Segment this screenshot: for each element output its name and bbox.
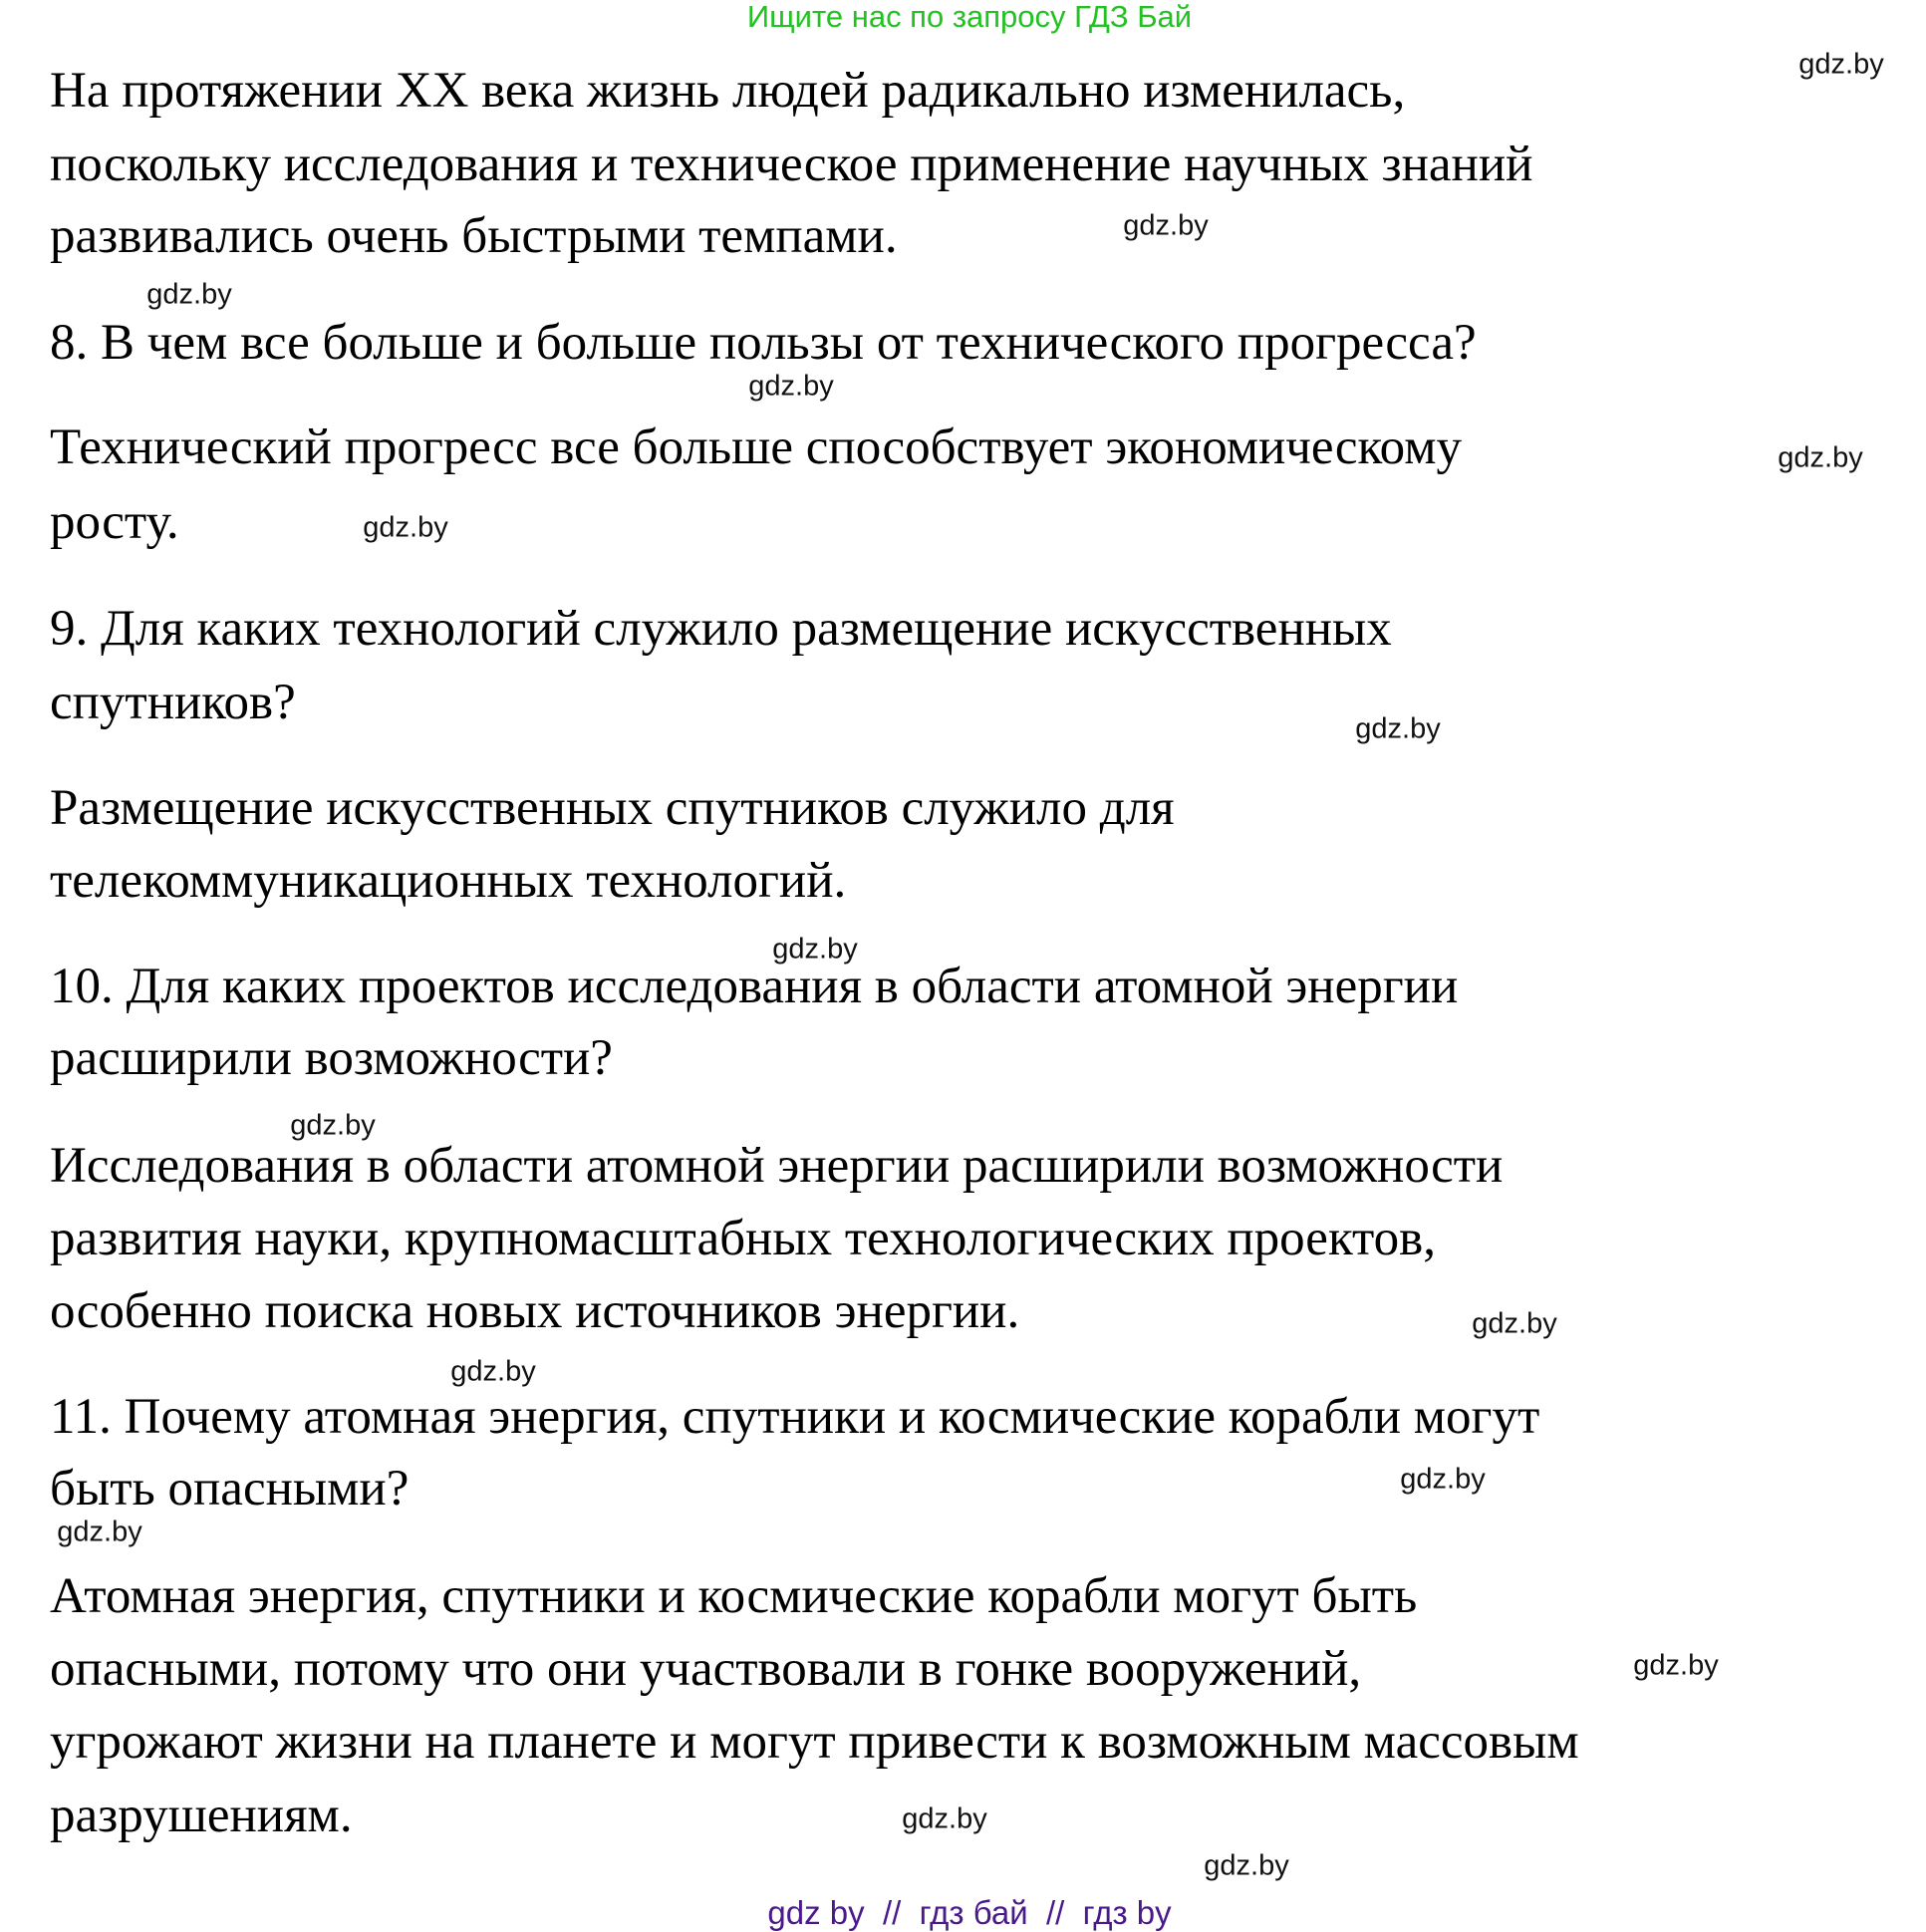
answer-9: Размещение искусственных спутников служило для [50,780,1175,836]
answer-11: опасными, потому что они участвовали в гонке вооружений, [50,1641,1362,1697]
answer-10: Исследования в области атомной энергии расширили возможности [50,1138,1504,1194]
watermark: gdz.by [146,278,232,311]
answer-11: Атомная энергия, спутники и космические корабли могут быть [50,1568,1418,1624]
answer-11: угрожают жизни на планете и могут привести к возможным массовым [50,1714,1579,1770]
watermark: gdz.by [772,933,858,966]
answer-11: разрушениям. [50,1788,353,1843]
question-10: 10. Для каких проектов исследования в области атомной энергии [50,959,1459,1014]
intro-line: На протяжении XX века жизнь людей радикально изменилась, [50,63,1406,119]
watermark: gdz.by [1355,712,1441,745]
answer-8: росту. [50,494,179,550]
watermark: gdz.by [1633,1649,1719,1682]
intro-line: развивались очень быстрыми темпами. [50,208,898,264]
watermark: gdz.by [363,511,448,544]
footer-links: gdz by // гдз бай // гдз by [767,1894,1172,1931]
watermark: gdz.by [902,1802,987,1835]
question-9: спутников? [50,675,296,730]
search-hint-banner: Ищите нас по запросу ГДЗ Бай [746,0,1193,34]
question-11: 11. Почему атомная энергия, спутники и космические корабли могут [50,1389,1540,1445]
answer-10: развития науки, крупномасштабных технологических проектов, [50,1211,1436,1266]
watermark: gdz.by [450,1355,536,1388]
question-11: быть опасными? [50,1461,410,1517]
watermark: gdz.by [748,370,834,403]
watermark: gdz.by [1400,1463,1486,1496]
watermark: gdz.by [1778,441,1863,474]
watermark: gdz.by [1204,1849,1289,1882]
watermark: gdz.by [57,1516,142,1548]
question-8: 8. В чем все больше и больше пользы от технического прогресса? [50,315,1477,371]
watermark: gdz.by [1472,1307,1557,1340]
answer-9: телекоммуникационных технологий. [50,853,847,909]
question-10: расширили возможности? [50,1030,613,1086]
watermark: gdz.by [290,1109,376,1142]
answer-8: Технический прогресс все больше способствует экономическому [50,419,1462,475]
watermark: gdz.by [1798,48,1884,81]
intro-line: поскольку исследования и техническое применение научных знаний [50,137,1533,192]
watermark: gdz.by [1123,209,1209,242]
answer-10: особенно поиска новых источников энергии. [50,1283,1020,1339]
question-9: 9. Для каких технологий служило размещение искусственных [50,601,1392,657]
